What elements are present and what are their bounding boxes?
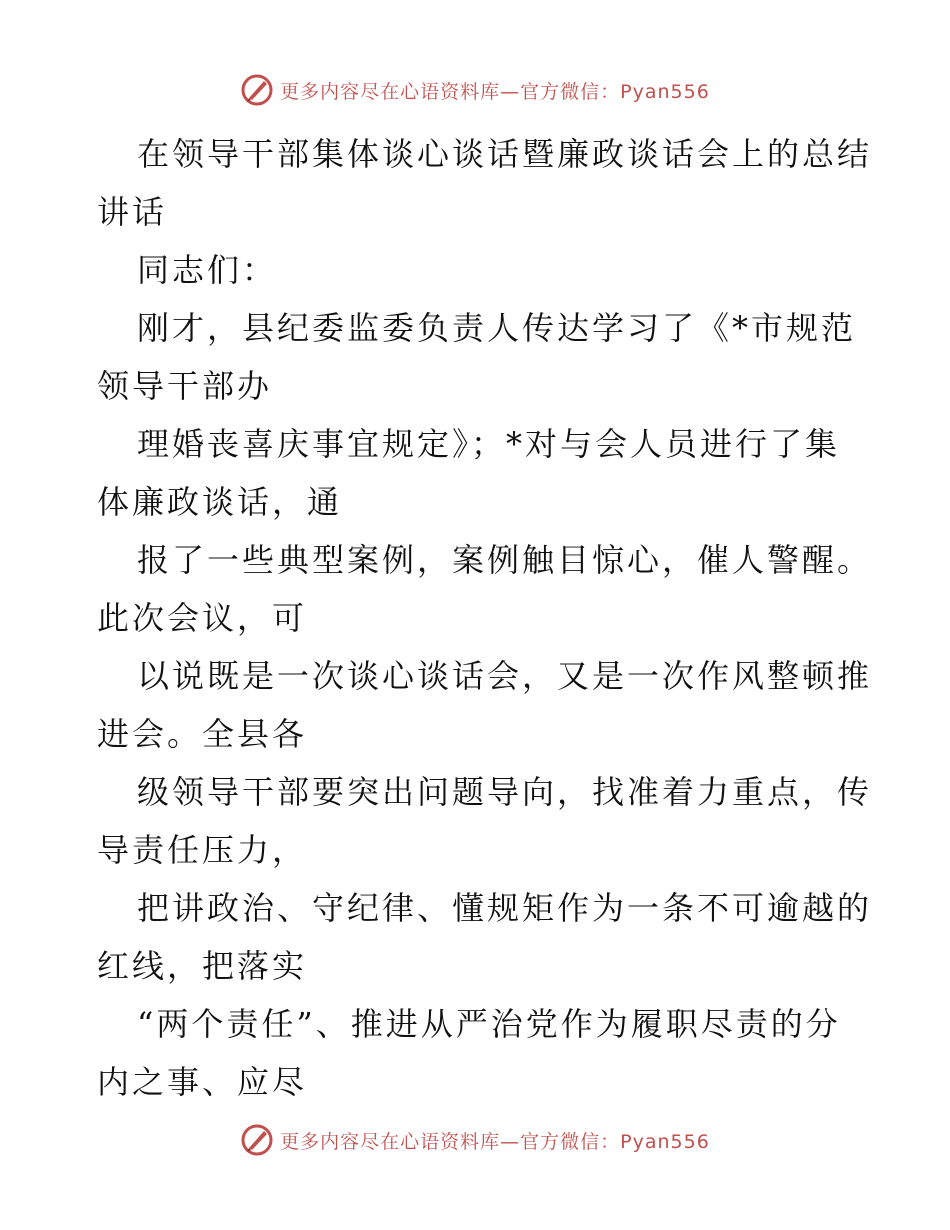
paragraph-line: 体廉政谈话，通 <box>97 483 343 521</box>
document-body <box>97 125 873 1111</box>
footer-lead-text: 更多内容尽在心语资料库 <box>280 1130 501 1153</box>
salutation: 同志们： <box>137 251 278 289</box>
quill-pen-logo-icon <box>240 73 274 107</box>
paragraph-line: 报了一些典型案例，案例触目惊心，催人警醒。 <box>137 541 873 579</box>
header-wechat-text: 官方微信：Pyan556 <box>520 80 710 103</box>
header-text <box>280 77 710 104</box>
footer-banner <box>0 1120 950 1160</box>
paragraph-line: 理婚丧喜庆事宜规定》；*对与会人员进行了集 <box>137 425 841 463</box>
paragraph-line: 导责任压力， <box>97 831 308 869</box>
paragraph-line: 进会。全县各 <box>97 715 308 753</box>
paragraph-line: 把讲政治、守纪律、懂规矩作为一条不可逾越的 <box>137 889 873 927</box>
paragraph-line: 内之事、应尽 <box>97 1063 308 1101</box>
paragraph-line: 此次会议，可 <box>97 599 308 637</box>
paragraph-line: “两个责任”、推进从严治党作为履职尽责的分 <box>137 1005 841 1043</box>
footer-text <box>280 1127 710 1154</box>
header-lead-text: 更多内容尽在心语资料库 <box>280 80 501 103</box>
footer-wechat-text: 官方微信：Pyan556 <box>520 1130 710 1153</box>
quill-pen-logo-icon <box>240 1123 274 1157</box>
title-line-1: 在领导干部集体谈心谈话暨廉政谈话会上的总结 <box>137 135 873 173</box>
paragraph-line: 级领导干部要突出问题导向，找准着力重点，传 <box>137 773 873 811</box>
paragraph-line: 红线，把落实 <box>97 947 308 985</box>
paragraph-line: 刚才，县纪委监委负责人传达学习了《*市规范 <box>137 309 857 347</box>
footer-separator: — <box>500 1130 521 1153</box>
header-banner <box>0 70 950 110</box>
paragraph-line: 领导干部办 <box>97 367 273 405</box>
title-line-2: 讲话 <box>97 193 168 231</box>
header-separator: — <box>500 80 521 103</box>
paragraph-line: 以说既是一次谈心谈话会，又是一次作风整顿推 <box>137 657 873 695</box>
